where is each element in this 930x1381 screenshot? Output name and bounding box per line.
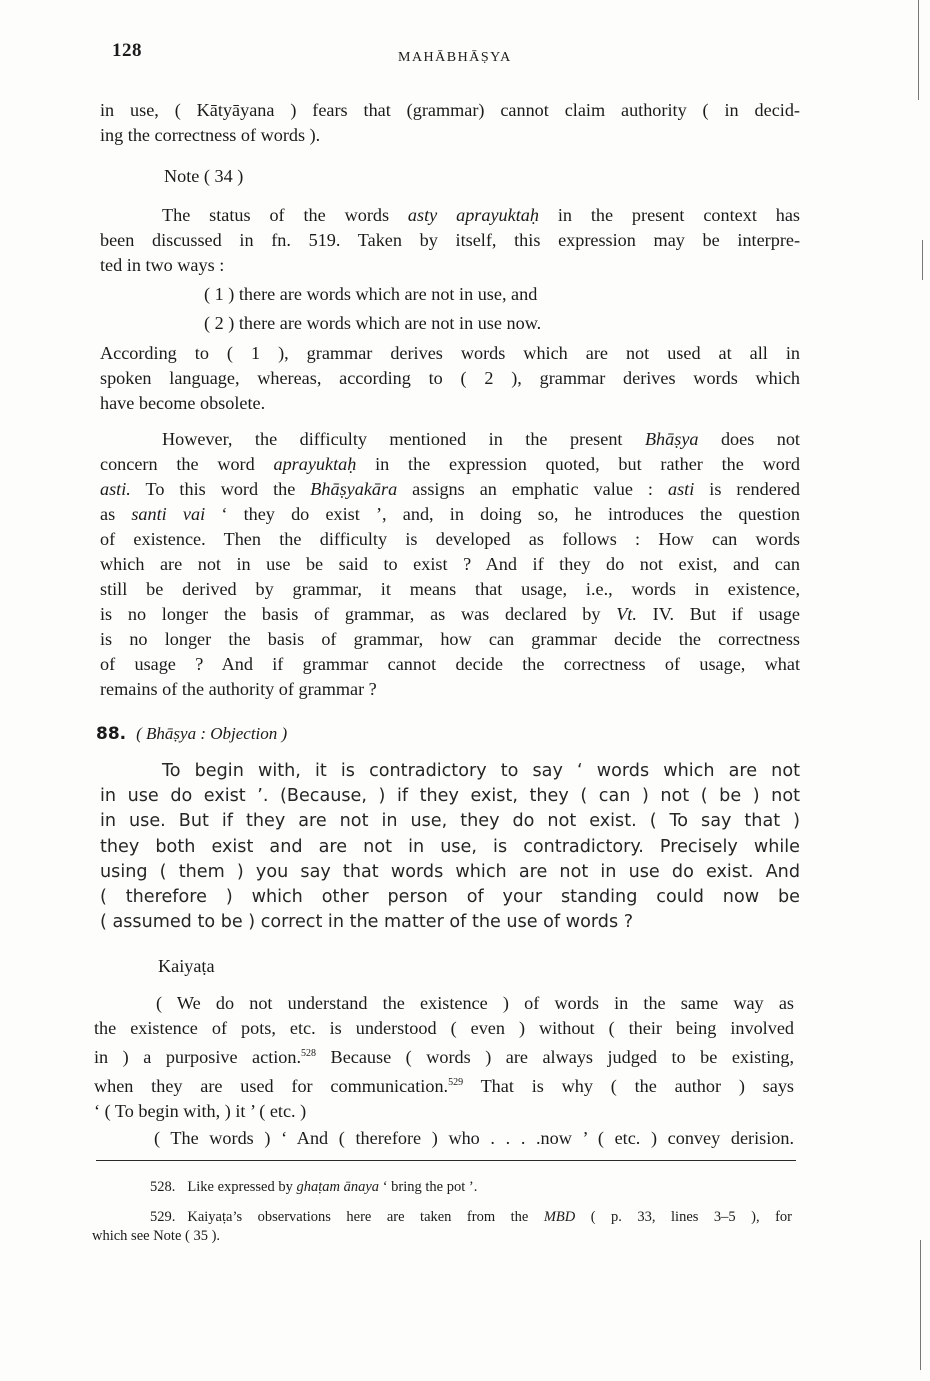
text-span: is no longer the basis of grammar, as was declared by — [100, 604, 617, 624]
text-line: To begin with, it is contradictory to say ‘ words which are not — [162, 761, 800, 781]
scan-edge-mark — [918, 0, 919, 100]
text-span: in the expression quoted, but rather the word — [356, 454, 800, 474]
text-span: concern the word — [100, 454, 274, 474]
footnote-number: 528. — [150, 1179, 176, 1195]
text-span: ‘ they do exist ’, and, in doing so, he introduces the question — [205, 504, 801, 524]
text-span: IV. But if usage — [636, 604, 800, 624]
text-span: ‘ bring the pot ’. — [379, 1179, 478, 1195]
footnote-ref-529[interactable]: 529 — [448, 1077, 464, 1089]
kaiyata-heading: Kaiyaṭa — [158, 956, 215, 976]
section-88-heading — [96, 724, 287, 744]
text-span: However, the difficulty mentioned in the present — [162, 429, 645, 449]
text-span: To this word the — [130, 479, 311, 499]
text-line: of usage ? And if grammar cannot decide the correctness of usage, what — [100, 654, 800, 674]
footnote-number: 529. — [150, 1209, 176, 1225]
italic-term: asti. — [100, 479, 131, 499]
section-number: 88. — [96, 724, 127, 744]
text-span: Kaiyaṭa’s observations here are taken from the — [187, 1209, 544, 1225]
text-line: have become obsolete. — [100, 393, 266, 413]
italic-term: Bhāṣyakāra — [310, 479, 398, 499]
text-span: The status of the words — [162, 205, 408, 225]
intro-paragraph — [100, 98, 800, 148]
text-line: of existence. Then the difficulty is developed as follows : How can words — [100, 529, 800, 549]
text-line — [94, 1041, 794, 1070]
text-span: when they are used for communication. — [94, 1076, 449, 1097]
text-line: in use, ( Kātyāyana ) fears that (grammar) cannot claim authority ( in decid- — [100, 100, 800, 120]
footnote-528 — [150, 1178, 477, 1197]
text-span: assigns an emphatic value : — [397, 479, 668, 499]
text-line: remains of the authority of grammar ? — [100, 679, 377, 699]
text-line: still be derived by grammar, it means that usage, i.e., words in existence, — [100, 579, 800, 599]
list-item-2: ( 2 ) there are words which are not in use now. — [204, 313, 542, 333]
italic-term: santi vai — [131, 504, 206, 524]
note-34-paragraph-3 — [100, 427, 800, 702]
text-span: That is why ( the author ) says — [463, 1076, 795, 1097]
text-line: which are not in use be said to exist ? And if they do not exist, and can — [100, 554, 800, 574]
italic-term: aprayuktaḥ — [273, 454, 357, 474]
text-line: in use do exist ’. (Because, ) if they exist, they ( can ) not ( be ) not — [100, 786, 800, 807]
page-number: 128 — [112, 40, 142, 61]
text-line: using ( them ) you say that words which are not in use do exist. And — [100, 861, 800, 882]
italic-term: Bhāṣya — [644, 429, 699, 449]
text-span: in the present context has — [538, 205, 800, 225]
text-line: is no longer the basis of grammar, how can grammar decide the correctness — [100, 629, 800, 649]
text-line — [100, 203, 800, 228]
text-line — [92, 1208, 792, 1227]
text-span: ( p. 33, lines 3–5 ), for — [575, 1209, 792, 1225]
italic-term: asti — [667, 479, 695, 499]
text-line: in use. But if they are not in use, they do not exist. ( To say that ) — [100, 811, 800, 832]
text-line: According to ( 1 ), grammar derives words which are not used at all in — [100, 343, 800, 363]
text-line: the existence of pots, etc. is understood ( even ) without ( their being involved — [94, 1018, 794, 1038]
italic-term: Vt. — [616, 604, 637, 624]
kaiyata-paragraph-2 — [154, 1126, 794, 1151]
text-line — [94, 1070, 794, 1099]
text-line: which see Note ( 35 ). — [92, 1228, 221, 1244]
text-line: ( assumed to be ) correct in the matter of the use of words ? — [100, 912, 634, 933]
italic-term: ghaṭam ānaya — [296, 1179, 380, 1195]
note-34-heading: Note ( 34 ) — [164, 166, 244, 186]
italic-term: asty aprayuktaḥ — [407, 205, 539, 225]
list-item-1: ( 1 ) there are words which are not in use, and — [204, 284, 538, 304]
text-line: spoken language, whereas, according to ( 2 ), grammar derives words which — [100, 368, 800, 388]
scan-edge-mark — [922, 240, 923, 280]
text-line: ‘ ( To begin with, ) it ’ ( etc. ) — [94, 1101, 307, 1122]
note-34-paragraph-2 — [100, 341, 800, 416]
footnote-divider — [96, 1160, 796, 1161]
text-line — [100, 427, 800, 452]
footnote-529 — [92, 1208, 792, 1246]
kaiyata-paragraph-1 — [94, 991, 794, 1124]
text-span: is rendered — [694, 479, 801, 499]
note-34-paragraph-1 — [100, 203, 800, 278]
text-span: as — [100, 504, 132, 524]
text-line: ( We do not understand the existence ) of words in the same way as — [156, 993, 794, 1013]
text-line — [100, 477, 800, 502]
footnote-ref-528[interactable]: 528 — [301, 1048, 317, 1059]
section-title: ( Bhāṣya : Objection ) — [136, 724, 288, 743]
scan-edge-mark — [920, 1240, 921, 1370]
text-line: ( The words ) ‘ And ( therefore ) who . . . .now ’ ( etc. ) convey derision. — [154, 1128, 794, 1148]
italic-term: MBD — [543, 1209, 576, 1225]
text-line: they both exist and are not in use, is contradictory. Precisely while — [100, 836, 800, 857]
text-line: ted in two ways : — [100, 255, 225, 275]
running-head: MAHĀBHĀṢYA — [398, 50, 512, 65]
text-line: been discussed in fn. 519. Taken by itself, this expression may be interpre- — [100, 230, 800, 250]
text-line — [100, 502, 800, 527]
text-span: Because ( words ) are always judged to be existing, — [316, 1047, 794, 1068]
text-line — [100, 602, 800, 627]
text-line: ( therefore ) which other person of your standing could now be — [100, 887, 800, 908]
text-span: in ) a purposive action. — [94, 1047, 302, 1068]
text-span: Like expressed by — [187, 1179, 297, 1195]
section-88-translation — [100, 759, 800, 935]
text-line — [100, 452, 800, 477]
text-line: ing the correctness of words ). — [100, 125, 321, 145]
text-span: does not — [698, 429, 800, 449]
